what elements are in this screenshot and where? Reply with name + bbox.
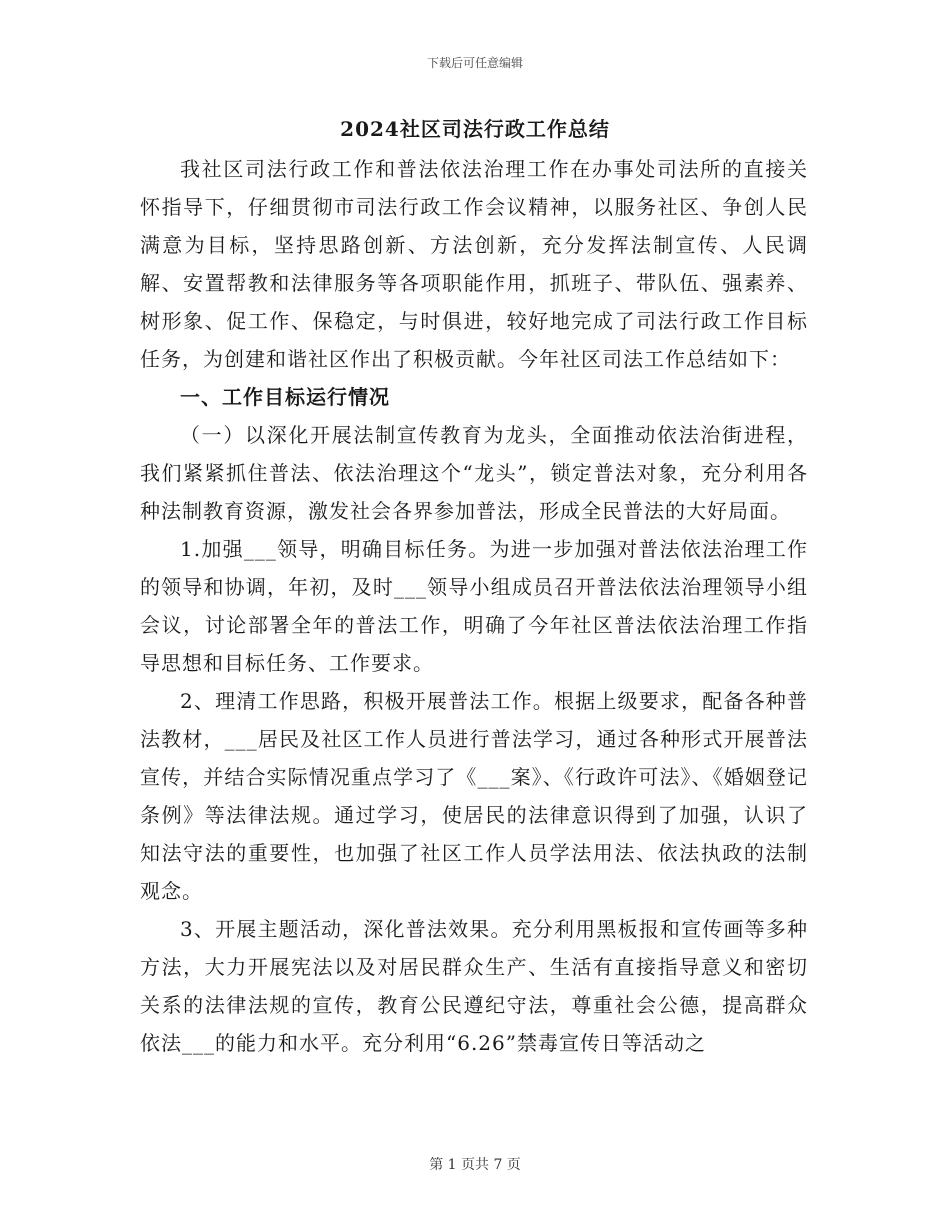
section-heading: 一、工作目标运行情况 [180,385,390,409]
page-number: 第 1 页共 7 页 [429,1157,521,1173]
document-title: 2024社区司法行政工作总结 [340,117,610,141]
item-paragraph-3: 3、开展主题活动，深化普法效果。充分利用黑板报和宣传画等多种方法，大力开展宪法以及对居民群众生产、生活有直接指导意义和密切关系的法律法规的宣传，教育公民遵纪守法，尊重社会公德，提高群众依法___的能力和水平。充分利用“6.26”禁毒宣传日等活动之 [140,917,808,1055]
page-header-note: 下载后可任意编辑 [426,56,523,70]
item-paragraph-1: 1.加强___领导，明确目标任务。为进一步加强对普法依法治理工作的领导和协调，年初，及时___领导小组成员召开普法依法治理领导小组会议，讨论部署全年的普法工作，明确了今年社区普法依法治理工作指导思想和目标任务、工作要求。 [140,537,808,675]
intro-paragraph: 我社区司法行政工作和普法依法治理工作在办事处司法所的直接关怀指导下，仔细贯彻市司法行政工作会议精神，以服务社区、争创人民满意为目标，坚持思路创新、方法创新，充分发挥法制宣传、人民调解、安置帮教和法律服务等各项职能作用，抓班子、带队伍、强素养、树形象、促工作、保稳定，与时俱进，较好地完成了司法行政工作目标任务，为创建和谐社区作出了积极贡献。今年社区司法工作总结如下： [140,157,808,371]
item-paragraph-2: 2、理清工作思路，积极开展普法工作。根据上级要求，配备各种普法教材，___居民及社区工作人员进行普法学习，通过各种形式开展普法宣传，并结合实际情况重点学习了《___案》、《行政许可法》、《婚姻登记条例》等法律法规。通过学习，使居民的法律意识得到了加强，认识了知法守法的重要性，也加强了社区工作人员学法用法、依法执政的法制观念。 [140,689,808,903]
subsection-paragraph: （一）以深化开展法制宣传教育为龙头，全面推动依法治街进程，我们紧紧抓住普法、依法治理这个“龙头”，锁定普法对象，充分利用各种法制教育资源，激发社会各界参加普法，形成全民普法的大好局面。 [140,423,808,523]
document-body [140,150,808,1062]
